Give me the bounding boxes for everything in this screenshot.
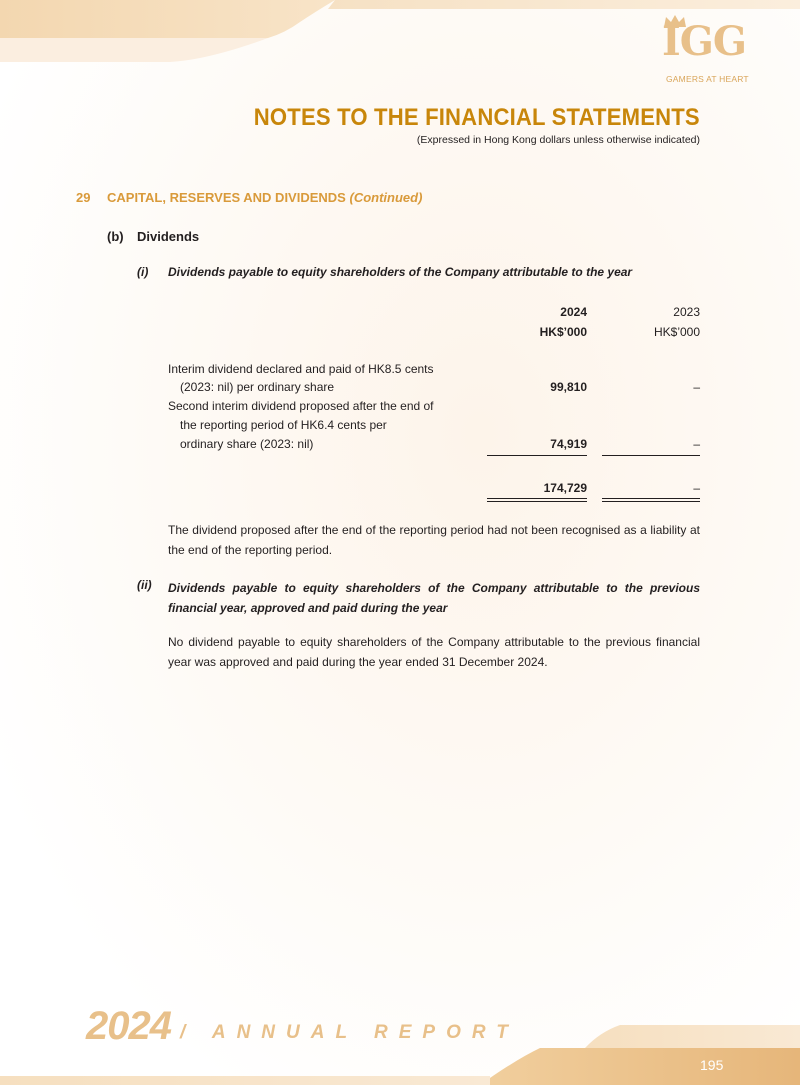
row2-value-2024: 74,919 [550,437,587,451]
item-i-title: Dividends payable to equity shareholders of the Company attributable to the year [168,265,633,279]
page-subtitle: (Expressed in Hong Kong dollars unless otherwise indicated) [416,134,700,146]
row2-label-line1: Second interim dividend proposed after the end of [168,399,434,413]
row2-value-2023: – [693,437,700,451]
row1-value-2024: 99,810 [550,380,587,394]
dividend-note: The dividend proposed after the end of the reporting period had not been recognised as a liability at the end of the reporting period. [168,523,700,557]
item-ii-label: (ii) [137,578,152,592]
logo-tagline: GAMERS AT HEART [666,74,749,84]
subtotal-rule-2023 [602,455,700,456]
section-continued: (Continued) [349,190,423,205]
page-number: 195 [700,1057,724,1073]
subsection-label: (b) [107,229,124,244]
footer-report-label: / ANNUAL REPORT [180,1022,519,1043]
col-2024-year: 2024 [560,305,587,319]
subtotal-rule-2024 [487,455,587,456]
item-ii-text: No dividend payable to equity shareholders of the Company attributable to the previous financial year was approved and paid during the year ended 31 December 2024. [168,635,700,669]
total-rule-2023-top [602,498,700,499]
section-title-text: CAPITAL, RESERVES AND DIVIDENDS [107,190,346,205]
item-ii-title: Dividends payable to equity shareholders of the Company attributable to the previous financial year, approved and paid during the year [168,581,700,615]
logo: IGG [662,18,747,65]
total-rule-2023-bottom [602,501,700,502]
total-2023: – [693,481,700,495]
total-rule-2024-top [487,498,587,499]
page-title: NOTES TO THE FINANCIAL STATEMENTS [253,104,700,131]
total-rule-2024-bottom [487,501,587,502]
row1-value-2023: – [693,380,700,394]
col-2023-unit: HK$’000 [653,325,700,339]
footer-year: 2024 [86,1004,171,1048]
row1-label-line1: Interim dividend declared and paid of HK8.5 cents [168,362,434,376]
total-2024: 174,729 [543,481,587,495]
subsection-title: Dividends [137,229,200,244]
row2-label-line2: the reporting period of HK6.4 cents per [180,418,387,432]
row2-label-line3: ordinary share (2023: nil) [180,437,314,451]
col-2024-unit: HK$’000 [539,325,587,339]
row1-label-line2: (2023: nil) per ordinary share [180,380,335,394]
item-i-label: (i) [137,265,149,279]
col-2023-year: 2023 [673,305,700,319]
section-title [107,190,422,205]
section-number: 29 [76,190,91,205]
